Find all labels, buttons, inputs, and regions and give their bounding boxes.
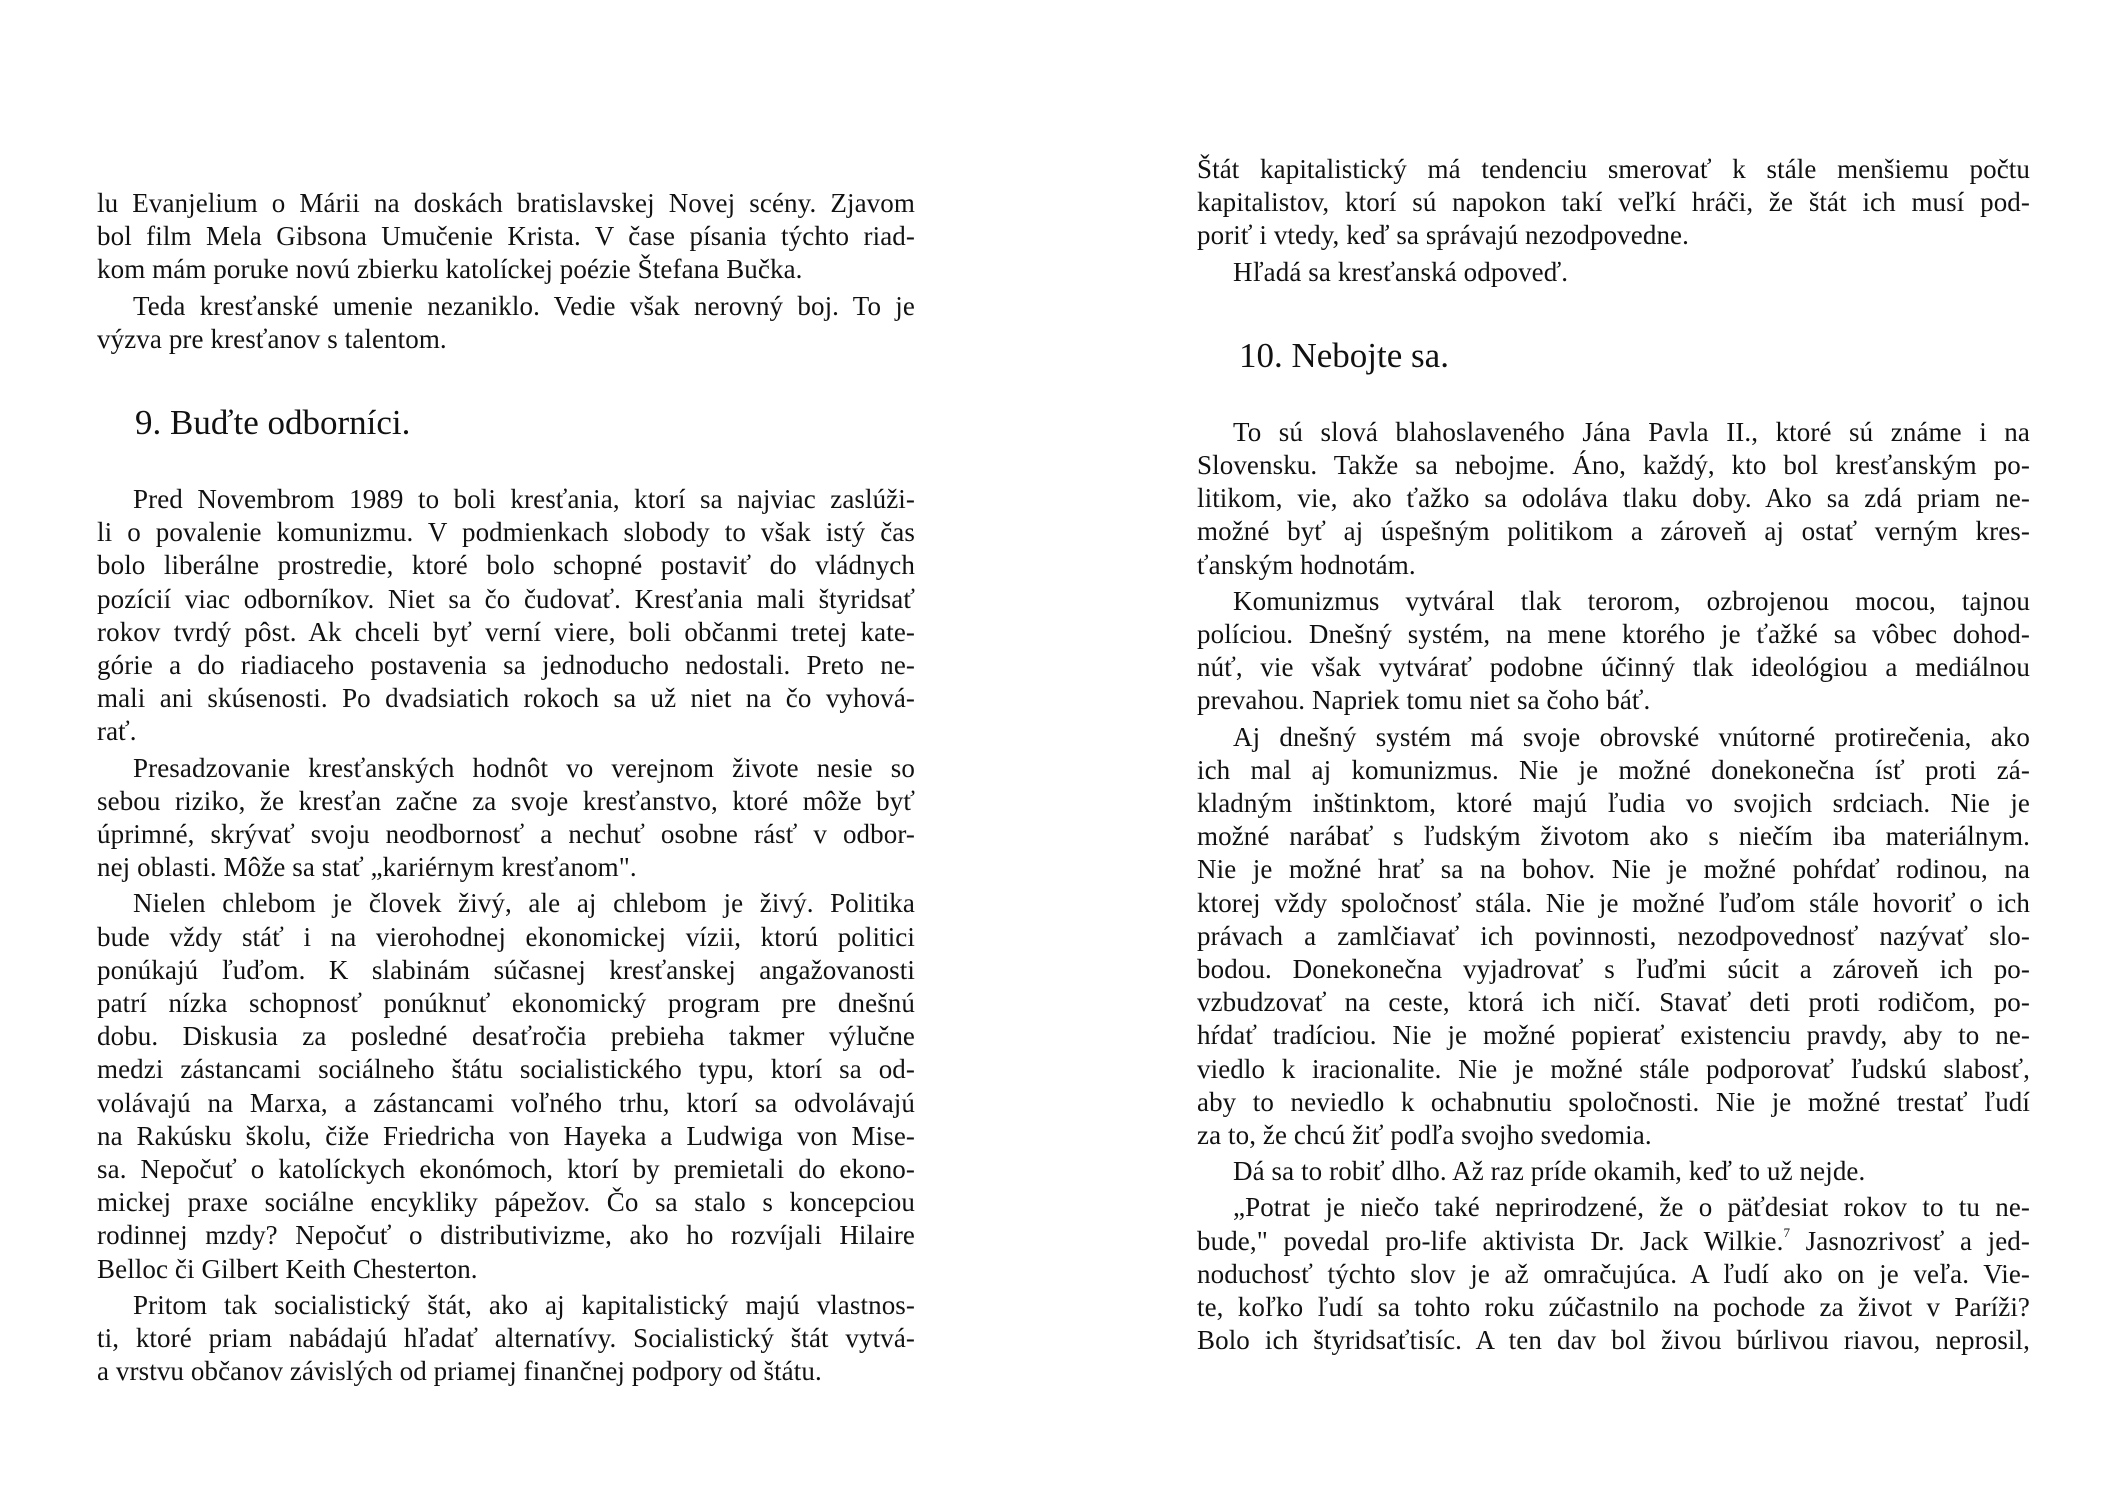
text-line: bol film Mela Gibsona Umučenie Krista. V čase písania týchto riad- bbox=[97, 221, 915, 252]
text-line: nej oblasti. Môže sa stať „kariérnym kresťanom". bbox=[97, 852, 637, 883]
text-line: te, koľko ľudí sa tohto roku zúčastnilo na pochode za život v Paríži? bbox=[1197, 1292, 2030, 1322]
text-line: za to, že chcú žiť podľa svojho svedomia. bbox=[1197, 1120, 1652, 1150]
text-line: Teda kresťanské umenie nezaniklo. Vedie však nerovný boj. To je bbox=[133, 290, 915, 321]
text-line: a vrstvu občanov závislých od priamej finančnej podpory od štátu. bbox=[97, 1356, 822, 1387]
text-line: možné byť aj úspešným politikom a zároveň aj ostať verným kres- bbox=[1197, 516, 2030, 547]
text-line: volávajú na Marxa, a zástancami voľného trhu, ktorí sa odvolávajú bbox=[97, 1087, 915, 1118]
text-line: ktorej vždy spoločnosť stála. Nie je možné ľuďom stále hovoriť o ich bbox=[1197, 887, 2030, 918]
text-line: „Potrat je niečo také neprirodzené, že o päťdesiat rokov to tu ne- bbox=[1233, 1192, 2030, 1223]
text-line: úprimné, skrývať svoju neodbornosť a nechuť osobne rásť v odbor- bbox=[97, 819, 915, 849]
text-line: Nie je možné hrať sa na bohov. Nie je možné pohŕdať rodinou, na bbox=[1197, 854, 2030, 885]
text-line: rať. bbox=[97, 716, 137, 747]
text-line: litikom, vie, ako ťažko sa odoláva tlaku doby. Ako sa zdá priam ne- bbox=[1197, 483, 2030, 514]
text-line: prevahou. Napriek tomu niet sa čoho báť. bbox=[1197, 685, 1651, 716]
text-line: viedlo k iracionalite. Nie je možné stále podporovať ľudskú slabosť, bbox=[1197, 1053, 2030, 1084]
text-line: górie a do riadiaceho postavenia sa jednoducho nedostali. Preto ne- bbox=[97, 650, 915, 680]
text-line: To sú slová blahoslaveného Jána Pavla II., ktoré sú známe i na bbox=[1233, 416, 2030, 447]
text-line: vzbudzovať na ceste, ktorá ich ničí. Stavať deti proti rodičom, po- bbox=[1197, 987, 2030, 1018]
text-line: bodou. Donekonečna vyjadrovať s ľuďmi súcit a zároveň ich po- bbox=[1197, 954, 2030, 984]
text-line: poriť i vtedy, keď sa správajú nezodpovedne. bbox=[1197, 220, 1689, 251]
text-line: aby to neviedlo k ochabnutiu spoločnosti. Nie je možné trestať ľudí bbox=[1197, 1086, 2030, 1117]
text-line: patrí nízka schopnosť ponúknuť ekonomický program pre dnešnú bbox=[97, 988, 915, 1018]
text-line: sebou riziko, že kresťan začne za svoje kresťanstvo, ktoré môže byť bbox=[97, 785, 915, 816]
text-line: Pritom tak socialistický štát, ako aj kapitalistický majú vlastnos- bbox=[133, 1289, 915, 1320]
text-line: Komunizmus vytváral tlak terorom, ozbrojenou mocou, tajnou bbox=[1233, 585, 2030, 616]
text-line: výzva pre kresťanov s talentom. bbox=[97, 323, 447, 354]
footnote-marker: 7 bbox=[1783, 1224, 1791, 1240]
text-line: kom mám poruke novú zbierku katolíckej poézie Štefana Bučka. bbox=[97, 254, 803, 285]
text-line: Belloc či Gilbert Keith Chesterton. bbox=[97, 1253, 478, 1284]
text-line: Dá sa to robiť dlho. Až raz príde okamih, keď to už nejde. bbox=[1233, 1156, 1866, 1187]
text-line: ponúkajú ľuďom. K slabinám súčasnej kresťanskej angažovanosti bbox=[97, 954, 915, 985]
text-line: možné narábať s ľudským životom ako s niečím iba materiálnym. bbox=[1197, 821, 2030, 852]
text-line: núť, vie však vytvárať podobne účinný tlak ideológiou a mediálnou bbox=[1197, 652, 2030, 683]
text-line: Štát kapitalistický má tendenciu smerovať k stále menšiemu počtu bbox=[1197, 154, 2030, 184]
text-line: Presadzovanie kresťanských hodnôt vo verejnom živote nesie so bbox=[133, 752, 915, 783]
text-line: kapitalistov, ktorí sú napokon takí veľkí hráči, že štát ich musí pod- bbox=[1197, 187, 2030, 218]
text-line: hŕdať tradíciou. Nie je možné popierať existenciu pravdy, aby to ne- bbox=[1197, 1020, 2030, 1051]
text-line: Aj dnešný systém má svoje obrovské vnútorné protirečenia, ako bbox=[1233, 721, 2030, 752]
text-line: Hľadá sa kresťanská odpoveď. bbox=[1233, 256, 1569, 287]
text-line: mali ani skúsenosti. Po dvadsiatich rokoch sa už niet na čo vyhová- bbox=[97, 683, 915, 714]
section-heading: 9. Buďte odborníci. bbox=[135, 403, 411, 442]
text-line: mickej praxe sociálne encykliky pápežov. Čo sa stalo s koncepciou bbox=[97, 1187, 915, 1218]
text-line: Pred Novembrom 1989 to boli kresťania, ktorí sa najviac zaslúži- bbox=[133, 484, 915, 514]
text-line: bolo liberálne prostredie, ktoré bolo schopné postaviť do vládnych bbox=[97, 550, 915, 581]
text-line: bude vždy stáť i na vierohodnej ekonomickej vízii, ktorú politici bbox=[97, 921, 915, 952]
section-heading: 10. Nebojte sa. bbox=[1239, 335, 1449, 375]
text-line: Bolo ich štyridsaťtisíc. A ten dav bol živou búrlivou riavou, neprosil, bbox=[1197, 1325, 2030, 1356]
text-line: rokov tvrdý pôst. Ak chceli byť verní viere, boli občanmi tretej kate- bbox=[97, 616, 915, 647]
text-line: ťanským hodnotám. bbox=[1197, 549, 1416, 580]
right-page bbox=[1058, 0, 2116, 1500]
text-line: dobu. Diskusia za posledné desaťročia prebieha takmer výlučne bbox=[97, 1021, 915, 1052]
text-line: rodinnej mzdy? Nepočuť o distributivizme, ako ho rozvíjali Hilaire bbox=[97, 1220, 915, 1251]
text-line: medzi zástancami sociálneho štátu socialistického typu, ktorí sa od- bbox=[97, 1054, 915, 1085]
text-line: pozícií viac odborníkov. Niet sa čo čudovať. Kresťania mali štyridsať bbox=[97, 583, 915, 614]
text-line: na Rakúsku školu, čiže Friedricha von Hayeka a Ludwiga von Mise- bbox=[97, 1120, 915, 1151]
text-line: kladným inštinktom, ktoré majú ľudia vo svojich srdciach. Nie je bbox=[1197, 788, 2030, 818]
text-line: noduchosť týchto slov je až omračujúca. A ľudí ako on je veľa. Vie- bbox=[1197, 1258, 2030, 1289]
text-line: lu Evanjelium o Márii na doskách bratislavskej Novej scény. Zjavom bbox=[97, 188, 915, 218]
text-line: Nielen chlebom je človek živý, ale aj chlebom je živý. Politika bbox=[133, 888, 915, 919]
text-line: Slovensku. Takže sa nebojme. Áno, každý, kto bol kresťanským po- bbox=[1197, 450, 2030, 480]
text-line: sa. Nepočuť o katolíckych ekonómoch, ktorí by premietali do ekono- bbox=[97, 1154, 915, 1184]
text-line: bude," povedal pro-life aktivista Dr. Jack Wilkie.$^7$ Jasnozrivosť a jed- bbox=[1197, 1224, 2030, 1256]
text-line: ich mal aj komunizmus. Nie je možné donekonečna ísť proti zá- bbox=[1197, 754, 2030, 785]
text-line: li o povalenie komunizmu. V podmienkach slobody to však istý čas bbox=[97, 517, 915, 548]
text-line: políciou. Dnešný systém, na mene ktorého je ťažké sa vôbec dohod- bbox=[1197, 619, 2030, 649]
text-line: ti, ktoré priam nabádajú hľadať alternatívy. Socialistický štát vytvá- bbox=[97, 1323, 915, 1353]
text-line: právach a zamlčiavať ich povinnosti, nezodpovednosť nazývať slo- bbox=[1197, 920, 2030, 951]
